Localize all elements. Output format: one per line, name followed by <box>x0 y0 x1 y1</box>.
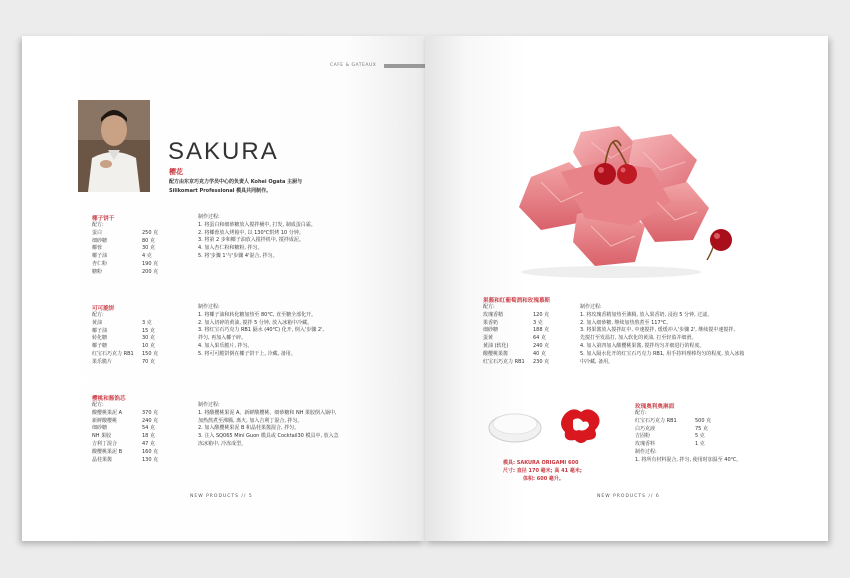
ingredient-row: 椰子糖 10 克 <box>92 343 155 350</box>
step-line: 2. 将椰蓉放入烤箱中, 以 130℃烘烤 10 分钟。 <box>198 229 304 236</box>
section-heading: 椰子饼干 <box>92 216 115 222</box>
ingredient-row: 椰蓉 30 克 <box>92 245 155 252</box>
step-line: 5. 将'步骤 1'与'步骤 4'混合, 拌匀。 <box>198 252 278 259</box>
step-line: 中冷藏, 备用。 <box>580 358 614 365</box>
formula-label: 配方: <box>92 402 104 408</box>
chef-photo <box>78 100 150 192</box>
sakura-cake-image <box>501 122 741 282</box>
page-subtitle: 樱花 <box>169 168 183 176</box>
step-line: 2. 加入酸樱桃果泥 B 和晶桂果酱混合, 拌匀。 <box>198 425 300 432</box>
step-line: 3. 注入 SQ065 Mini Guon 模具或 Cocktail30 模具中, 放入急 <box>198 433 339 440</box>
header-brand: CAFE & GATEAUX <box>330 63 377 68</box>
formula-label: 配方: <box>92 222 104 228</box>
steps-label: 制作过程: <box>198 214 220 220</box>
step-line: 冻冰箱中, 冷冻成型。 <box>198 440 247 447</box>
step-line: 5. 加入隔水化开的红宝石巧克力 RB1, 用手持料理棒均匀的程度, 放入冰箱 <box>580 350 745 357</box>
section-heading: 果酱和红葡萄酒和玫瑰慕斯 <box>483 298 551 304</box>
ingredient-row: NH 果胶 18 克 <box>92 433 155 440</box>
section-heading: 可可脆饼 <box>92 306 115 312</box>
formula-label: 配方: <box>635 410 647 416</box>
step-line: 4. 加入杏仁粉和糖粉, 拌匀。 <box>198 245 263 252</box>
step-line: 1. 将椰子油和转化糖加热至 80℃, 直至糖全部化开。 <box>198 311 317 318</box>
step-line: 3. 将果酱放入搅拌缸中, 中速搅拌, 缓缓冲入'步骤 2', 继续搅中速搅拌, <box>580 327 736 334</box>
cocoa-crisp-steps <box>198 304 324 359</box>
mold-caption-line-2: 尺寸: 直径 170 毫米; 高 41 毫米; <box>503 468 582 474</box>
coconut-biscuit-ingredients <box>92 214 158 277</box>
step-line: 拌匀, 再加入椰子碎。 <box>198 335 247 342</box>
ingredient-row: 细砂糖 54 克 <box>92 425 155 432</box>
cherry-filling-ingredients <box>92 394 158 464</box>
glaze-ingredients <box>635 402 741 465</box>
steps-label: 制作过程: <box>580 304 602 310</box>
mold-caption-line-3: 体积: 600 毫升。 <box>523 476 564 482</box>
step-line: 4. 加入第四加入酸樱桃果酱, 搅拌均匀并细进行的程度。 <box>580 342 705 349</box>
ingredient-row: 酸樱桃果泥 B 160 克 <box>92 448 159 455</box>
ingredient-row: 红宝石巧克力 RB1 230 克 <box>483 358 550 365</box>
ingredient-row: 吉固粉 5 克 <box>635 433 705 440</box>
header-bar <box>384 64 425 68</box>
ingredient-row: 转化糖 30 克 <box>92 335 155 342</box>
steps-label: 制作过程: <box>198 304 220 310</box>
section-heading: 樱桃和酱馅芯 <box>92 396 126 402</box>
mold-caption-line-1: 模具: SAKURA ORIGAMI 600 <box>503 460 579 466</box>
coconut-biscuit-steps <box>198 214 316 261</box>
intro-line-2: Silikomart Professional 模具共同制作。 <box>169 188 272 194</box>
page-title: SAKURA <box>168 138 279 165</box>
ingredient-row: 蛋黄 64 克 <box>483 335 546 342</box>
mousse-ingredients <box>483 296 550 366</box>
section-heading: 玫瑰奥利奥淋面 <box>635 404 675 410</box>
steps-label: 制作过程: <box>198 402 220 408</box>
formula-label: 配方: <box>483 304 495 310</box>
step-line: 1. 将所有材料混合, 拌匀, 使用时加温至 40℃。 <box>635 456 742 463</box>
step-line: 3. 将红宝石巧克力 RB1 隔水 (40℃) 化开, 倒入'步骤 2', <box>198 327 324 334</box>
ingredient-row: 玫瑰香精 120 克 <box>483 311 550 318</box>
ingredient-row: 酸樱桃果泥 A 370 克 <box>92 409 159 416</box>
ingredient-row: 玫瑰香料 1 克 <box>635 441 705 448</box>
ingredient-row: 黄油 (软化) 240 克 <box>483 342 550 349</box>
intro-line-1: 配方由东京巧克力学员中心的负责人 Kohei Ogata 主厨与 <box>169 179 303 185</box>
step-line: 5. 将可可脆饼倒在椰子饼干上, 冷藏, 备用。 <box>198 350 296 357</box>
step-line: 1. 将玫瑰香精加热至沸腾, 放入果香奶, 浸泡 5 分钟, 过滤。 <box>580 311 713 318</box>
ingredient-row: 酸樱桃果酱 40 克 <box>483 350 546 357</box>
step-line: 1. 将蛋白和细砂糖放入搅拌桶中, 打发, 制成蛋白霜。 <box>198 221 316 228</box>
mousse-steps <box>580 304 744 366</box>
step-line: 3. 将第 2 步和椰子油放入搅拌机中, 搅拌成泥。 <box>198 237 304 244</box>
ingredient-row: 果香奶 3 克 <box>483 319 543 326</box>
step-line: 加热熬煮至沸腾, 离火, 加入吉利丁混合, 拌匀。 <box>198 417 303 424</box>
ingredient-row: 吉利丁混合 47 克 <box>92 440 155 447</box>
chef-portrait-image <box>78 100 150 192</box>
ingredient-row: 蛋白 250 克 <box>92 229 159 236</box>
step-line: 先搅打至发温打, 加入软化的黄油, 打至轻盈并细滑。 <box>580 335 697 342</box>
ingredient-row: 细砂糖 188 克 <box>483 327 550 334</box>
step-line: 2. 加入细砂糖, 继续加热熬煮至 117℃。 <box>580 319 672 326</box>
ingredient-row: 糖粉 200 克 <box>92 268 159 275</box>
cocoa-crisp-ingredients <box>92 304 158 367</box>
ingredient-row: 杏仁粉 190 克 <box>92 260 159 267</box>
ingredient-row: 新鲜酸樱桃 240 克 <box>92 417 159 424</box>
step-line: 4. 加入果乐脆片, 拌匀。 <box>198 342 253 349</box>
cherry-filling-steps <box>198 402 339 449</box>
formula-label: 配方: <box>92 312 104 318</box>
steps-label: 制作过程: <box>635 448 657 455</box>
ingredient-row: 黄油 3 克 <box>92 319 152 326</box>
right-page-footer: NEW PRODUCTS // 6 <box>597 494 660 499</box>
sakura-mold-image <box>485 402 605 448</box>
left-page <box>22 36 425 541</box>
ingredient-row: 晶桂果酱 130 克 <box>92 456 159 463</box>
ingredient-row: 椰子油 15 克 <box>92 327 155 334</box>
left-page-footer: NEW PRODUCTS // 5 <box>190 494 253 499</box>
right-page <box>425 36 828 541</box>
ingredient-row: 红宝石巧克力 RB1 150 克 <box>92 350 159 357</box>
step-line: 2. 加入切碎的黄油, 搅拌 5 分钟, 放入冰箱中冷藏。 <box>198 319 313 326</box>
ingredient-row: 细砂糖 80 克 <box>92 237 155 244</box>
ingredient-row: 椰子油 4 克 <box>92 253 152 260</box>
ingredient-row: 红宝石巧克力 RB1 500 克 <box>635 417 712 424</box>
step-line: 1. 将酸樱桃果泥 A、新鲜酸樱桃、细砂糖和 NH 果胶倒入锅中, <box>198 409 337 416</box>
ingredient-row: 白巧克液 75 克 <box>635 425 708 432</box>
ingredient-row: 果乐脆片 70 克 <box>92 358 155 365</box>
